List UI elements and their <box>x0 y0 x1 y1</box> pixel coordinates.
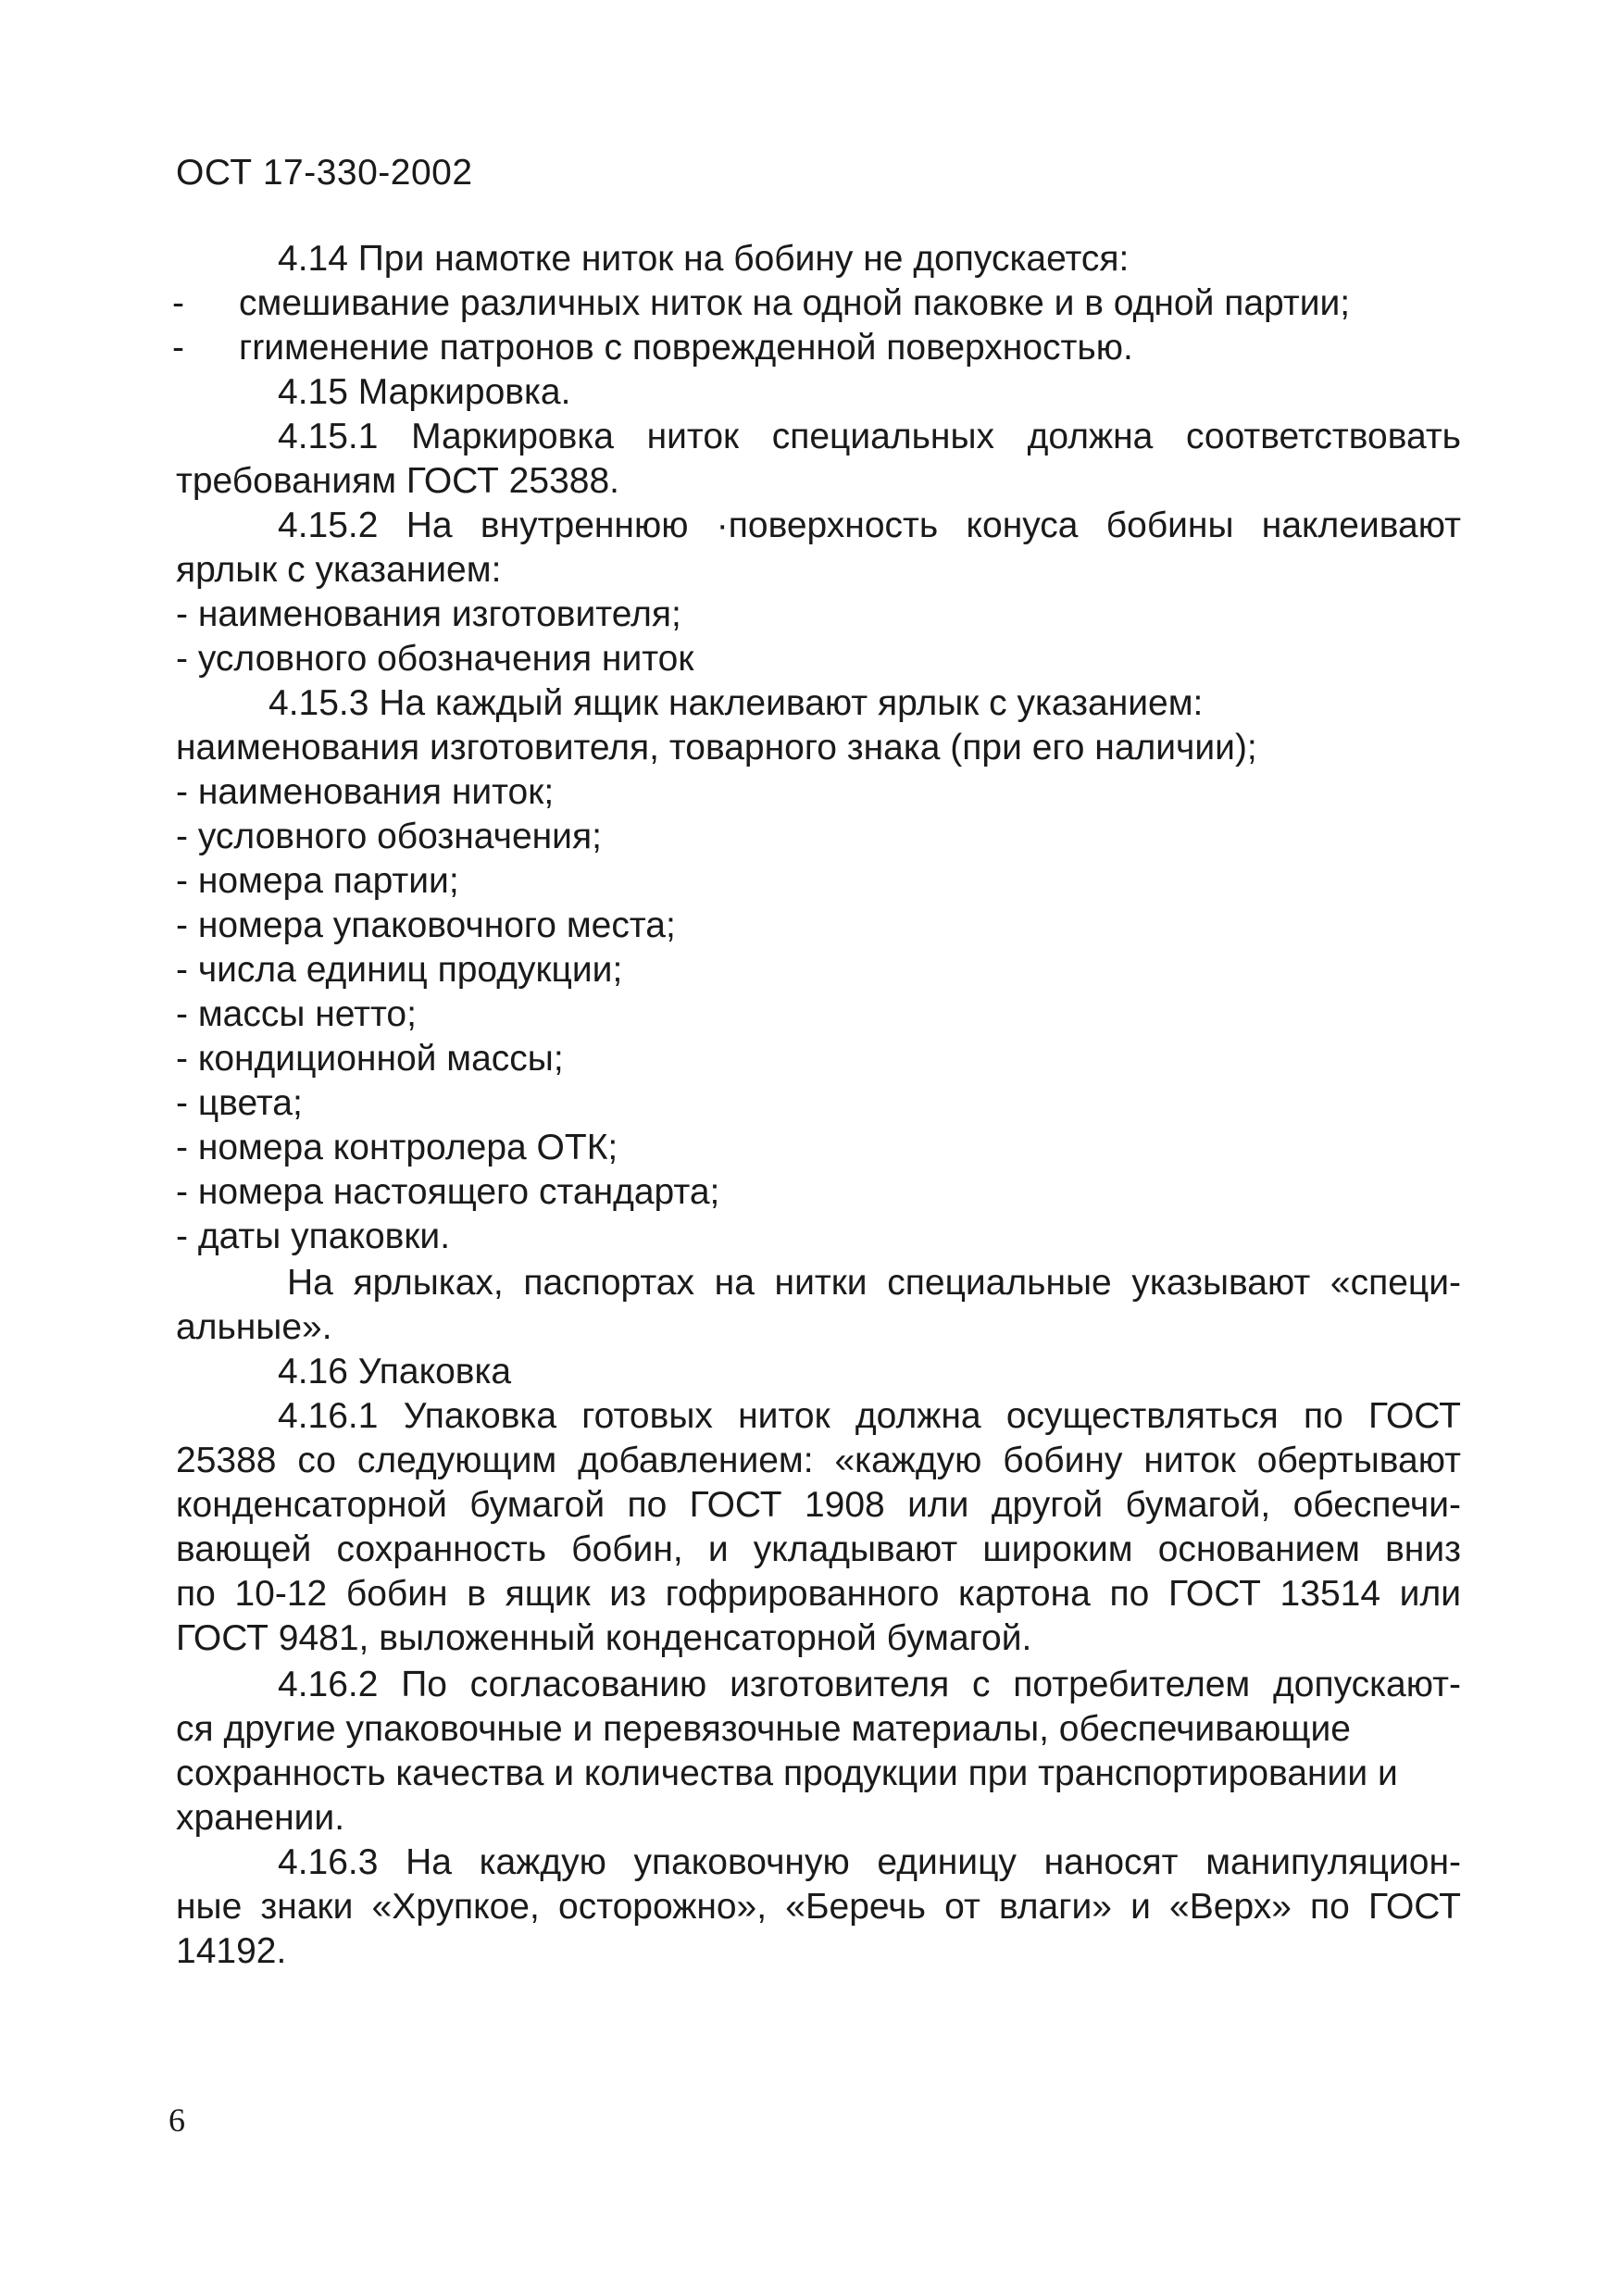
paragraph-line: ГОСТ 9481, выложенный конденсаторной бумагой. <box>176 1618 1032 1658</box>
list-item: - условного обозначения ниток <box>176 639 694 679</box>
paragraph-line: требованиям ГОСТ 25388. <box>176 461 619 501</box>
paragraph-line: ные знаки «Хрупкое, осторожно», «Беречь от влаги» и «Верх» по ГОСТ <box>176 1887 1461 1927</box>
list-item: - даты упаковки. <box>176 1217 451 1256</box>
section-4-14-title: 4.14 При намотке ниток на бобину не допускается: <box>278 239 1130 279</box>
list-item: - числа единиц продукции; <box>176 950 623 990</box>
list-item: - номера партии; <box>176 861 459 901</box>
paragraph-line: по 10-12 бобин в ящик из гофрированного картона по ГОСТ 13514 или <box>176 1574 1461 1614</box>
paragraph-line: ся другие упаковочные и перевязочные материалы, обеспечивающие <box>176 1709 1351 1749</box>
document-header: ОСТ 17-330-2002 <box>176 153 473 193</box>
paragraph-line: 25388 со следующим добавлением: «каждую бобину ниток обертывают <box>176 1441 1461 1480</box>
list-item: - номера упаковочного места; <box>176 905 676 945</box>
list-item: - массы нетто; <box>176 994 417 1034</box>
paragraph-line: 4.16.3 На каждую упаковочную единицу наносят манипуляцион- <box>278 1842 1461 1882</box>
list-item: - номера настоящего стандарта; <box>176 1172 720 1212</box>
list-marker: - <box>172 283 184 323</box>
paragraph-line: ярлык с указанием: <box>176 550 502 590</box>
list-item: - условного обозначения; <box>176 817 602 856</box>
page-number: 6 <box>169 2102 185 2139</box>
list-item: - кондиционной массы; <box>176 1039 564 1079</box>
list-item: - номера контролера ОТК; <box>176 1128 618 1167</box>
list-item: смешивание различных ниток на одной паковке и в одной партии; <box>239 283 1351 323</box>
paragraph-line: 14192. <box>176 1931 287 1971</box>
list-item: - цвета; <box>176 1083 303 1123</box>
list-item: гrименение патронов с поврежденной поверхностью. <box>239 328 1133 368</box>
paragraph-line: альные». <box>176 1307 332 1347</box>
paragraph-line: 4.16.1 Упаковка готовых ниток должна осуществляться по ГОСТ <box>278 1396 1461 1436</box>
list-item: - наименования ниток; <box>176 772 555 812</box>
section-4-16-title: 4.16 Упаковка <box>278 1352 512 1391</box>
paragraph-line: На ярлыках, паспортах на нитки специальные указывают «специ- <box>287 1263 1461 1303</box>
paragraph-line: 4.16.2 По согласованию изготовителя с потребителем допускают- <box>278 1665 1461 1704</box>
paragraph-line: конденсаторной бумагой по ГОСТ 1908 или другой бумагой, обеспечи- <box>176 1485 1461 1525</box>
paragraph-line: вающей сохранность бобин, и укладывают широким основанием вниз <box>176 1529 1461 1569</box>
paragraph-line: 4.15.3 На каждый ящик наклеивают ярлык с указанием: <box>268 683 1204 723</box>
list-item: - наименования изготовителя; <box>176 594 681 634</box>
paragraph-line: 4.15.2 На внутреннюю ·поверхность конуса бобины наклеивают <box>278 505 1461 545</box>
paragraph-line: наименования изготовителя, товарного знака (при его наличии); <box>176 728 1257 767</box>
paragraph-line: хранении. <box>176 1798 345 1838</box>
list-marker: - <box>172 328 184 368</box>
paragraph-line: сохранность качества и количества продукции при транспортировании и <box>176 1753 1398 1793</box>
section-4-15-title: 4.15 Маркировка. <box>278 372 571 412</box>
paragraph-line: 4.15.1 Маркировка ниток специальных должна соответствовать <box>278 417 1461 456</box>
